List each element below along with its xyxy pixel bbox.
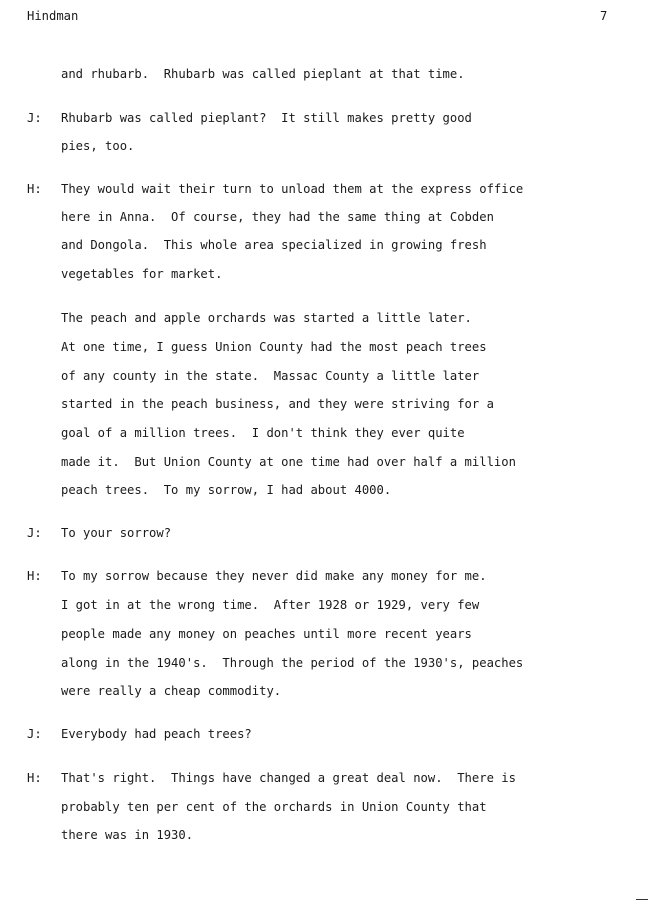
transcript-line: They would wait their turn to unload them at the express office (61, 182, 524, 196)
speaker-label: J: (27, 111, 42, 125)
scan-edge-mark (636, 899, 648, 900)
header-interviewee-name: Hindman (27, 9, 79, 23)
transcript-line: pies, too. (61, 139, 135, 153)
speaker-label: J: (27, 526, 42, 540)
transcript-line: vegetables for market. (61, 267, 223, 281)
transcript-line: along in the 1940's. Through the period of the 1930's, peaches (61, 656, 524, 670)
page-number: 7 (600, 9, 608, 23)
transcript-line: here in Anna. Of course, they had the same thing at Cobden (61, 210, 494, 224)
transcript-line: and Dongola. This whole area specialized in growing fresh (61, 238, 487, 252)
speaker-label: H: (27, 771, 42, 785)
transcript-line: of any county in the state. Massac County a little later (61, 369, 480, 383)
transcript-line: Rhubarb was called pieplant? It still makes pretty good (61, 111, 472, 125)
transcript-line: peach trees. To my sorrow, I had about 4000. (61, 483, 392, 497)
transcript-line: To your sorrow? (61, 526, 172, 540)
transcript-line: Everybody had peach trees? (61, 727, 252, 741)
transcript-line: were really a cheap commodity. (61, 684, 282, 698)
speaker-label: H: (27, 569, 42, 583)
transcript-line: people made any money on peaches until more recent years (61, 627, 472, 641)
transcript-line: goal of a million trees. I don't think they ever quite (61, 426, 465, 440)
transcript-line: started in the peach business, and they were striving for a (61, 397, 494, 411)
transcript-line: and rhubarb. Rhubarb was called pieplant at that time. (61, 67, 465, 81)
transcript-line: That's right. Things have changed a great deal now. There is (61, 771, 516, 785)
transcript-line: probably ten per cent of the orchards in Union County that (61, 800, 487, 814)
transcript-line: To my sorrow because they never did make any money for me. (61, 569, 487, 583)
transcript-line: The peach and apple orchards was started a little later. (61, 311, 472, 325)
transcript-line: there was in 1930. (61, 828, 194, 842)
transcript-line: made it. But Union County at one time had over half a million (61, 455, 516, 469)
speaker-label: J: (27, 727, 42, 741)
speaker-label: H: (27, 182, 42, 196)
transcript-line: I got in at the wrong time. After 1928 or 1929, very few (61, 598, 480, 612)
transcript-line: At one time, I guess Union County had the most peach trees (61, 340, 487, 354)
